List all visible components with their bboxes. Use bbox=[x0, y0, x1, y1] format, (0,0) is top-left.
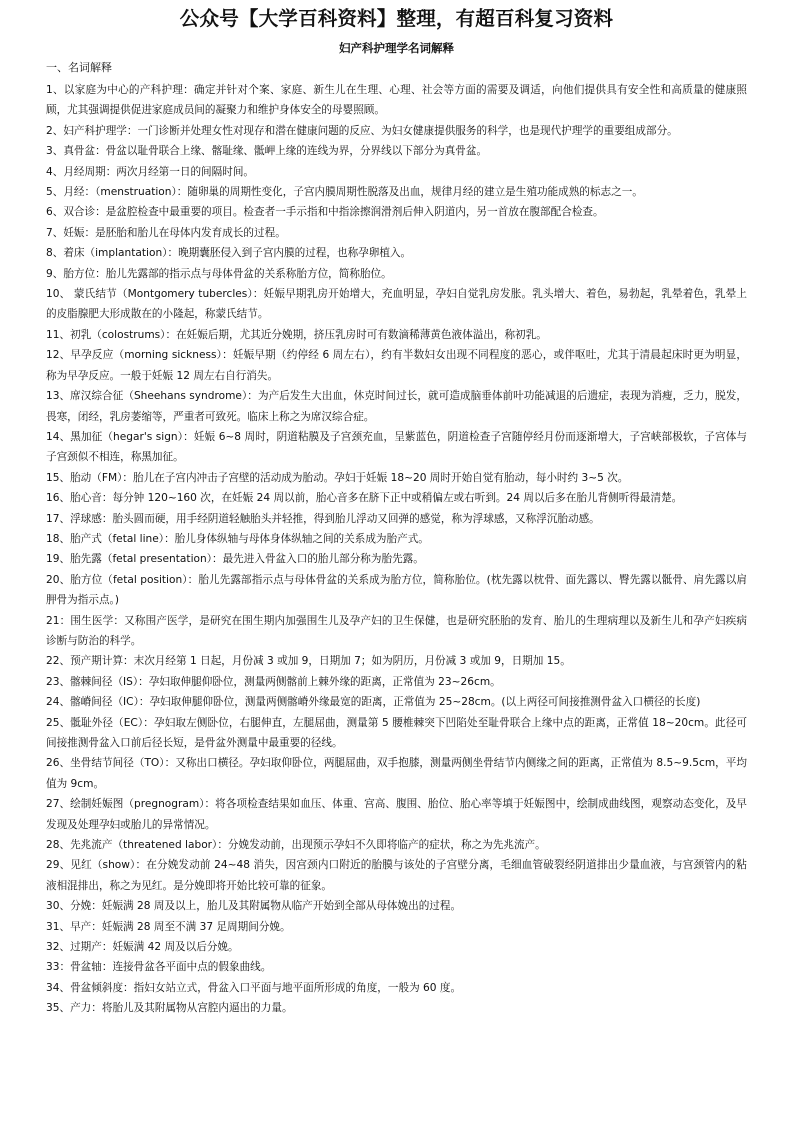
definition-entry: 2、妇产科护理学：一门诊断并处理女性对现存和潜在健康问题的反应、为妇女健康提供服务的科学，也是现代护理学的重要组成部分。 bbox=[46, 124, 678, 137]
definition-entry: 10、 蒙氏结节（Montgomery tubercles）：妊娠早期乳房开始增大，充血明显，孕妇自觉乳房发胀。乳头增大、着色，易勃起，乳晕着色，乳晕上的皮脂腺肥大形成散在的小隆起，称蒙氏结节。 bbox=[46, 288, 747, 321]
definition-entry: 18、胎产式（fetal line）：胎儿身体纵轴与母体身体纵轴之间的关系成为胎产式。 bbox=[46, 532, 429, 545]
definition-entry: 21：围生医学：又称围产医学，是研究在围生期内加强围生儿及孕产妇的卫生保健，也是研究胚胎的发育、胎儿的生理病理以及新生儿和孕产妇疾病诊断与防治的科学。 bbox=[46, 614, 747, 647]
definition-entry: 3、真骨盆：骨盆以耻骨联合上缘、髂耻缘、骶岬上缘的连线为界，分界线以下部分为真骨盆。 bbox=[46, 145, 488, 158]
definition-entry: 9、胎方位：胎儿先露部的指示点与母体骨盆的关系称胎方位，简称胎位。 bbox=[46, 267, 392, 280]
definition-entry: 33：骨盆轴：连接骨盆各平面中点的假象曲线。 bbox=[46, 961, 272, 974]
document-title: 妇产科护理学名词解释 bbox=[339, 41, 454, 55]
definition-entry: 20、胎方位（fetal position）：胎儿先露部指示点与母体骨盆的关系成为胎方位，简称胎位。(枕先露以枕骨、面先露以、臀先露以骶骨、肩先露以肩胛骨为指示点。) bbox=[46, 573, 747, 607]
definition-entry: 7、妊娠：是胚胎和胎儿在母体内发育成长的过程。 bbox=[46, 226, 286, 239]
definition-entry: 24、髂嵴间径（IC）：孕妇取伸腿仰卧位，测量两侧髂嵴外缘最宽的距离，正常值为 25~28cm。(以上两径可间接推测骨盆入口横径的长度) bbox=[46, 696, 701, 709]
definition-entry: 30、分娩：妊娠满 28 周及以上，胎儿及其附属物从临产开始到全部从母体娩出的过程。 bbox=[46, 900, 462, 913]
definition-entry: 28、先兆流产（threatened labor）：分娩发动前，出现预示孕妇不久即将临产的症状，称之为先兆流产。 bbox=[46, 839, 546, 852]
definition-entry: 13、席汉综合征（Sheehans syndrome）：为产后发生大出血，休克时间过长，就可造成脑垂体前叶功能减退的后遗症，表现为消瘦，乏力，脱发，畏寒，闭经，乳房萎缩等，严重者可致死。临床上称之为席汉综合症。 bbox=[46, 390, 747, 423]
banner-heading: 公众号【大学百科资料】整理，有超百科复习资料 bbox=[179, 7, 614, 30]
definition-entry: 15、胎动（FM）：胎儿在子宫内冲击子宫壁的活动成为胎动。孕妇于妊娠 18~20 周时开始自觉有胎动，每小时约 3~5 次。 bbox=[46, 471, 629, 484]
definition-entry: 23、髂棘间径（IS）：孕妇取伸腿仰卧位，测量两侧髂前上棘外缘的距离，正常值为 23~26cm。 bbox=[46, 675, 501, 688]
definition-entry: 32、过期产：妊娠满 42 周及以后分娩。 bbox=[46, 941, 239, 954]
section-heading: 一、名词解释 bbox=[46, 61, 112, 74]
definition-list bbox=[46, 80, 747, 1019]
definition-entry: 35、产力：将胎儿及其附属物从宫腔内逼出的力量。 bbox=[46, 1002, 293, 1015]
definition-entry: 5、月经：（menstruation）：随卵巢的周期性变化，子宫内膜周期性脱落及出血，规律月经的建立是生殖功能成熟的标志之一。 bbox=[46, 186, 643, 199]
definition-entry: 16、胎心音：每分钟 120~160 次，在妊娠 24 周以前，胎心音多在脐下正中或稍偏左或右听到。24 周以后多在胎儿背侧听得最清楚。 bbox=[46, 492, 683, 505]
definition-entry: 31、早产：妊娠满 28 周至不满 37 足周期间分娩。 bbox=[46, 920, 291, 933]
definition-entry: 34、骨盆倾斜度：指妇女站立式，骨盆入口平面与地平面所形成的角度，一般为 60 度。 bbox=[46, 981, 462, 994]
definition-entry: 4、月经周期：两次月经第一日的间隔时间。 bbox=[46, 165, 255, 178]
definition-entry: 6、双合诊：是盆腔检查中最重要的项目。检查者一手示指和中指涂擦润滑剂后伸入阴道内，另一首放在腹部配合检查。 bbox=[46, 206, 604, 219]
definition-entry: 27、绘制妊娠图（pregnogram）：将各项检查结果如血压、体重、宫高、腹围、胎位、胎心率等填于妊娠图中，绘制成曲线图，观察动态变化，及早发现及处理孕妇或胎儿的异常情况。 bbox=[46, 798, 747, 831]
definition-entry: 14、黑加征（hegar's sign）：妊娠 6~8 周时，阴道粘膜及子宫颈充血，呈紫蓝色，阴道检查子宫随停经月份而逐渐增大，子宫峡部极软，子宫体与子宫颈似不相连，称黑加征。 bbox=[46, 430, 747, 464]
definition-entry: 29、见红（show）：在分娩发动前 24~48 消失，因宫颈内口附近的胎膜与该处的子宫壁分离，毛细血管破裂经阴道排出少量血液，与宫颈管内的粘液相混排出，称之为见红。是分娩即将开始比较可靠的征象。 bbox=[46, 859, 747, 892]
definition-entry: 17、浮球感：胎头圆而硬，用手经阴道轻触胎头并轻推，得到胎儿浮动又回弹的感觉，称为浮球感，又称浮沉胎动感。 bbox=[46, 512, 600, 525]
definition-entry: 22、预产期计算：末次月经第 1 日起，月份减 3 或加 9，日期加 7；如为阴历，月份减 3 或加 9，日期加 15。 bbox=[46, 655, 571, 668]
definition-entry: 11、初乳（colostrums）：在妊娠后期，尤其近分娩期，挤压乳房时可有数滴稀薄黄色液体溢出，称初乳。 bbox=[46, 328, 547, 341]
definition-entry: 8、着床（implantation）：晚期囊胚侵入到子宫内膜的过程，也称孕卵植入。 bbox=[46, 247, 412, 260]
definition-entry: 25、骶耻外径（EC）：孕妇取左侧卧位，右腿伸直，左腿屈曲，测量第 5 腰椎棘突下凹陷处至耻骨联合上缘中点的距离，正常值 18~20cm。此径可间接推测骨盆入口前后径长短，是骨盆外测量中最重要的径线。 bbox=[46, 716, 747, 749]
definition-entry: 26、坐骨结节间径（TO）：又称出口横径。孕妇取仰卧位，两腿屈曲，双手抱膝，测量两侧坐骨结节内侧缘之间的距离，正常值为 8.5~9.5cm，平均值为 9cm。 bbox=[46, 757, 747, 790]
definition-entry: 1、以家庭为中心的产科护理：确定并针对个案、家庭、新生儿在生理、心理、社会等方面的需要及调适，向他们提供具有安全性和高质量的健康照顾，尤其强调提供促进家庭成员间的凝聚力和维护身体安全的母婴照顾。 bbox=[46, 84, 747, 117]
definition-entry: 19、胎先露（fetal presentation）：最先进入骨盆入口的胎儿部分称为胎先露。 bbox=[46, 553, 424, 566]
definition-entry: 12、早孕反应（morning sickness）：妊娠早期（约停经 6 周左右），约有半数妇女出现不同程度的恶心，或伴呕吐，尤其于清晨起床时更为明显，称为早孕反应。一般于妊娠 12 周左右自行消失。 bbox=[46, 349, 747, 382]
